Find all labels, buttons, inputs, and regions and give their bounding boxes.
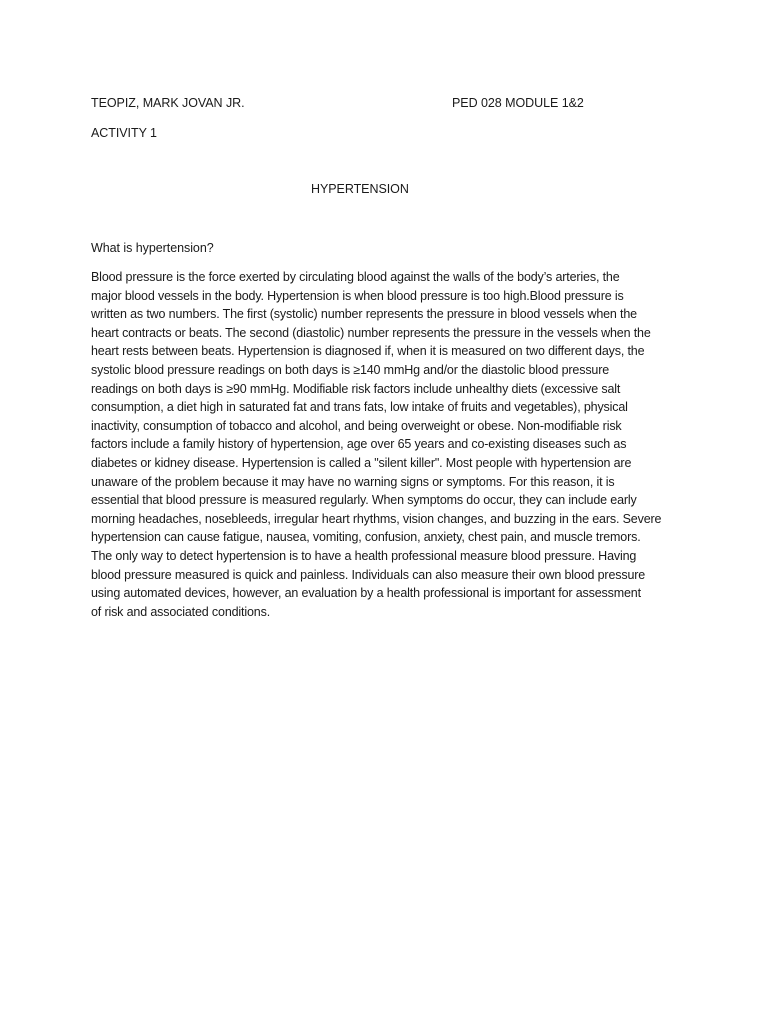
paragraph-line: systolic blood pressure readings on both days is ≥140 mmHg and/or the diastolic blood pressure (91, 362, 610, 377)
paragraph-line: inactivity, consumption of tobacco and alcohol, and being overweight or obese. Non-modifiable risk (91, 418, 622, 433)
paragraph-line: The only way to detect hypertension is to have a health professional measure blood pressure. Having (91, 548, 637, 563)
paragraph-line: blood pressure measured is quick and painless. Individuals can also measure their own blood pressure (91, 567, 646, 582)
author-name: TEOPIZ, MARK JOVAN JR. (91, 96, 245, 110)
paragraph-line: consumption, a diet high in saturated fat and trans fats, low intake of fruits and vegetables), physical (91, 400, 628, 415)
paragraph-line: diabetes or kidney disease. Hypertension is called a "silent killer". Most people with hypertension are (91, 455, 632, 470)
body-paragraph (91, 268, 681, 621)
activity-label: ACTIVITY 1 (91, 126, 157, 140)
paragraph-line: essential that blood pressure is measured regularly. When symptoms do occur, they can include early (91, 493, 637, 508)
paragraph-line: morning headaches, nosebleeds, irregular heart rhythms, vision changes, and buzzing in the ears. Severe (91, 511, 662, 526)
paragraph-line: readings on both days is ≥90 mmHg. Modifiable risk factors include unhealthy diets (excessive salt (91, 381, 621, 396)
paragraph-line: of risk and associated conditions. (91, 604, 271, 619)
question-heading: What is hypertension? (91, 241, 214, 255)
paragraph-line: hypertension can cause fatigue, nausea, vomiting, confusion, anxiety, chest pain, and muscle tremors. (91, 530, 641, 545)
paragraph-line: using automated devices, however, an evaluation by a health professional is important for assessment (91, 586, 641, 601)
paragraph-line: heart contracts or beats. The second (diastolic) number represents the pressure in the vessels when the (91, 325, 651, 340)
document-title: HYPERTENSION (311, 182, 409, 196)
paragraph-line: heart rests between beats. Hypertension is diagnosed if, when it is measured on two different days, the (91, 344, 645, 359)
paragraph-line: factors include a family history of hypertension, age over 65 years and co-existing diseases such as (91, 437, 627, 452)
paragraph-line: unaware of the problem because it may have no warning signs or symptoms. For this reason, it is (91, 474, 615, 489)
paragraph-line: major blood vessels in the body. Hypertension is when blood pressure is too high.Blood pressure is (91, 288, 624, 303)
course-module: PED 028 MODULE 1&2 (452, 96, 584, 110)
paragraph-line: written as two numbers. The first (systolic) number represents the pressure in blood vessels when the (91, 307, 637, 322)
paragraph-line: Blood pressure is the force exerted by circulating blood against the walls of the body’s arteries, the (91, 270, 620, 284)
